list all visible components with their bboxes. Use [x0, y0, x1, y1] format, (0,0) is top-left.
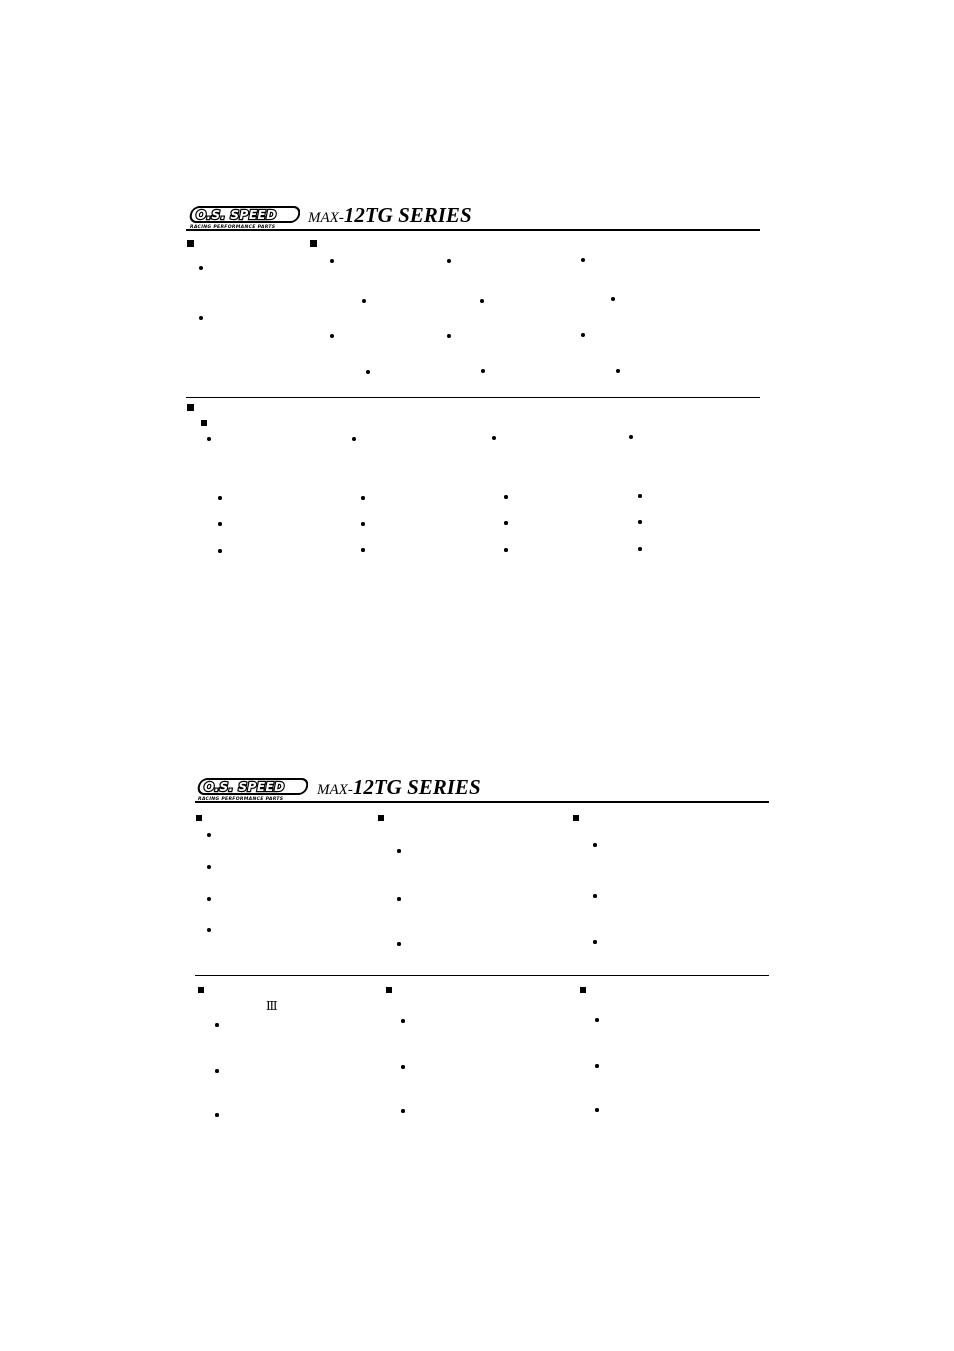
bullet: [611, 297, 615, 301]
section-marker: [386, 987, 392, 993]
bullet: [330, 334, 334, 338]
bullet: [352, 437, 356, 441]
series-prefix: MAX-: [317, 782, 353, 798]
series-title: [317, 777, 481, 798]
bullet: [199, 266, 203, 270]
bullet: [218, 522, 222, 526]
section-marker: [187, 240, 194, 247]
subsection-marker: [201, 420, 207, 426]
bullet: [616, 369, 620, 373]
bullet: [207, 897, 211, 901]
os-speed-logo: [196, 777, 308, 801]
bullet: [504, 521, 508, 525]
bullet: [366, 370, 370, 374]
bullet: [595, 1064, 599, 1068]
bullet: [401, 1065, 405, 1069]
bullet: [492, 436, 496, 440]
bullet: [215, 1113, 219, 1117]
bullet: [595, 1018, 599, 1022]
os-speed-logo: [188, 205, 300, 229]
section-marker: [196, 815, 202, 821]
series-main: 12TG SERIES: [343, 203, 472, 227]
bullet: [199, 316, 203, 320]
bullet: [595, 1108, 599, 1112]
bullet: [330, 259, 334, 263]
bullet: [401, 1109, 405, 1113]
bullet: [215, 1069, 219, 1073]
bullet: [581, 333, 585, 337]
series-title: [308, 205, 472, 226]
svg-text:RACING PERFORMANCE PARTS: RACING PERFORMANCE PARTS: [198, 797, 284, 801]
bullet: [447, 259, 451, 263]
roman-numeral: Ⅲ: [266, 999, 278, 1013]
bullet: [207, 833, 211, 837]
series-prefix: MAX-: [308, 210, 344, 226]
bullet: [504, 495, 508, 499]
section-marker: [573, 815, 579, 821]
bullet: [218, 549, 222, 553]
bullet: [362, 299, 366, 303]
bullet: [218, 496, 222, 500]
section-divider: [186, 397, 760, 398]
bullet: [361, 548, 365, 552]
bullet: [593, 940, 597, 944]
bullet: [447, 334, 451, 338]
svg-text:O.S. SPEED: O.S. SPEED: [204, 780, 285, 794]
bullet: [207, 928, 211, 932]
bullet: [397, 849, 401, 853]
bullet: [629, 435, 633, 439]
header-rule: [186, 229, 760, 231]
bullet: [504, 548, 508, 552]
bullet: [361, 496, 365, 500]
bullet: [397, 897, 401, 901]
section-marker: [187, 404, 194, 411]
header-rule: [195, 801, 769, 803]
bullet: [638, 494, 642, 498]
bullet: [638, 547, 642, 551]
bullet: [207, 437, 211, 441]
bullet: [397, 942, 401, 946]
series-main: 12TG SERIES: [352, 775, 481, 799]
bullet: [593, 843, 597, 847]
svg-text:RACING PERFORMANCE PARTS: RACING PERFORMANCE PARTS: [190, 225, 276, 229]
section-divider: [195, 975, 769, 976]
bullet: [581, 258, 585, 262]
bullet: [593, 894, 597, 898]
bullet: [481, 369, 485, 373]
bullet: [480, 299, 484, 303]
section-marker: [310, 240, 317, 247]
bullet: [401, 1019, 405, 1023]
bullet: [361, 522, 365, 526]
bullet: [215, 1023, 219, 1027]
section-marker: [198, 987, 204, 993]
section-marker: [580, 987, 586, 993]
section-marker: [378, 815, 384, 821]
bullet: [207, 865, 211, 869]
svg-text:O.S. SPEED: O.S. SPEED: [196, 208, 277, 222]
bullet: [638, 520, 642, 524]
